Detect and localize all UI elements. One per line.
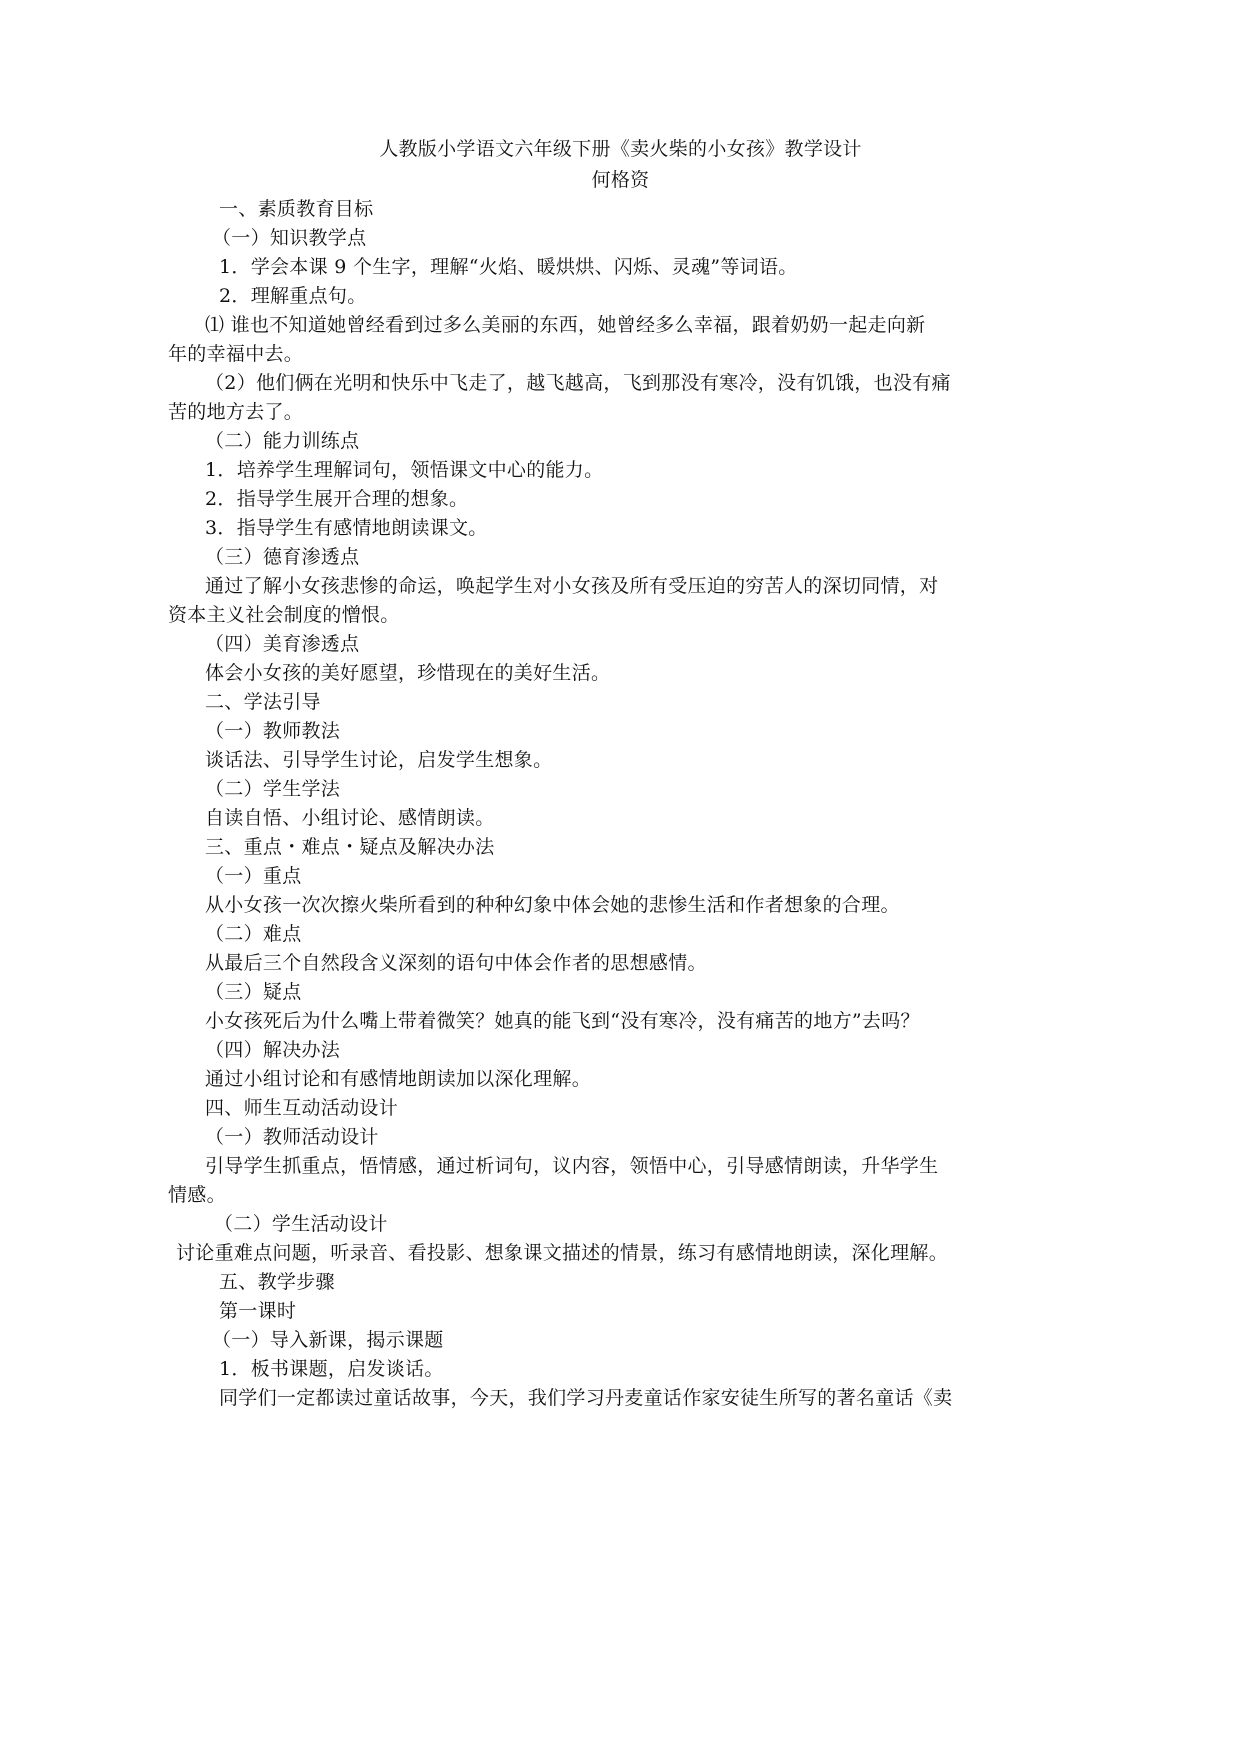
paragraph-line: （2）他们俩在光明和快乐中飞走了，越飞越高，飞到那没有寒冷，没有饥饿，也没有痛 — [205, 372, 951, 394]
subsection-heading: （一）教师活动设计 — [205, 1126, 379, 1148]
section-heading: 四、师生互动活动设计 — [205, 1097, 399, 1119]
paragraph-line: 从最后三个自然段含义深刻的语句中体会作者的思想感情。 — [205, 952, 707, 974]
lesson-heading: 第一课时 — [219, 1300, 297, 1322]
subsection-heading: （二）学生活动设计 — [214, 1213, 388, 1235]
subsection-heading: （三）疑点 — [205, 981, 302, 1003]
subsection-heading: （一）教师教法 — [205, 720, 341, 742]
paragraph-line: 引导学生抓重点，悟情感，通过析词句，议内容，领悟中心，引导感情朗读，升华学生 — [205, 1155, 939, 1177]
paragraph-line: 苦的地方去了。 — [168, 401, 304, 423]
paragraph-line: 体会小女孩的美好愿望，珍惜现在的美好生活。 — [205, 662, 611, 684]
subsection-heading: （二）能力训练点 — [205, 430, 360, 452]
subsection-heading: （二）学生学法 — [205, 778, 341, 800]
paragraph-line: 通过小组讨论和有感情地朗读加以深化理解。 — [205, 1068, 592, 1090]
paragraph-line: 小女孩死后为什么嘴上带着微笑？她真的能飞到“没有寒冷，没有痛苦的地方”去吗？ — [205, 1010, 920, 1032]
paragraph-line: 自读自悟、小组讨论、感情朗读。 — [205, 807, 495, 829]
paragraph-line: 通过了解小女孩悲惨的命运，唤起学生对小女孩及所有受压迫的穷苦人的深切同情，对 — [205, 575, 939, 597]
section-heading: 一、素质教育目标 — [219, 198, 374, 220]
subsection-heading: （一）知识教学点 — [212, 227, 367, 249]
subsection-heading: （三）德育渗透点 — [205, 546, 360, 568]
subsection-heading: （一）重点 — [205, 865, 302, 887]
paragraph-line: 年的幸福中去。 — [168, 343, 304, 365]
paragraph-line: 谈话法、引导学生讨论，启发学生想象。 — [205, 749, 553, 771]
section-heading: 三、重点・难点・疑点及解决办法 — [205, 836, 495, 858]
section-heading: 二、学法引导 — [205, 691, 321, 713]
paragraph-line: 同学们一定都读过童话故事，今天，我们学习丹麦童话作家安徒生所写的著名童话《卖 — [219, 1387, 953, 1409]
paragraph-line: 3．指导学生有感情地朗读课文。 — [205, 517, 488, 539]
paragraph-line: 情感。 — [168, 1184, 226, 1206]
section-heading: 五、教学步骤 — [219, 1271, 335, 1293]
subsection-heading: （一）导入新课，揭示课题 — [212, 1329, 444, 1351]
paragraph-line: ⑴ 谁也不知道她曾经看到过多么美丽的东西，她曾经多么幸福，跟着奶奶一起走向新 — [205, 314, 926, 336]
paragraph-line: 资本主义社会制度的憎恨。 — [168, 604, 400, 626]
subsection-heading: （四）解决办法 — [205, 1039, 341, 1061]
paragraph-line: 1．培养学生理解词句，领悟课文中心的能力。 — [205, 459, 604, 481]
document-title: 人教版小学语文六年级下册《卖火柴的小女孩》教学设计 — [379, 138, 862, 160]
paragraph-line: 2．指导学生展开合理的想象。 — [205, 488, 469, 510]
paragraph-line: 1．板书课题，启发谈话。 — [219, 1358, 444, 1380]
document-author: 何格资 — [591, 169, 650, 191]
paragraph-line: 1．学会本课 9 个生字，理解“火焰、暖烘烘、闪烁、灵魂”等词语。 — [219, 256, 798, 278]
subsection-heading: （四）美育渗透点 — [205, 633, 360, 655]
paragraph-line: 2．理解重点句。 — [219, 285, 367, 307]
paragraph-line: 从小女孩一次次擦火柴所看到的种种幻象中体会她的悲惨生活和作者想象的合理。 — [205, 894, 900, 916]
subsection-heading: （二）难点 — [205, 923, 302, 945]
paragraph-line: 讨论重难点问题，听录音、看投影、想象课文描述的情景，练习有感情地朗读，深化理解。 — [176, 1242, 949, 1264]
